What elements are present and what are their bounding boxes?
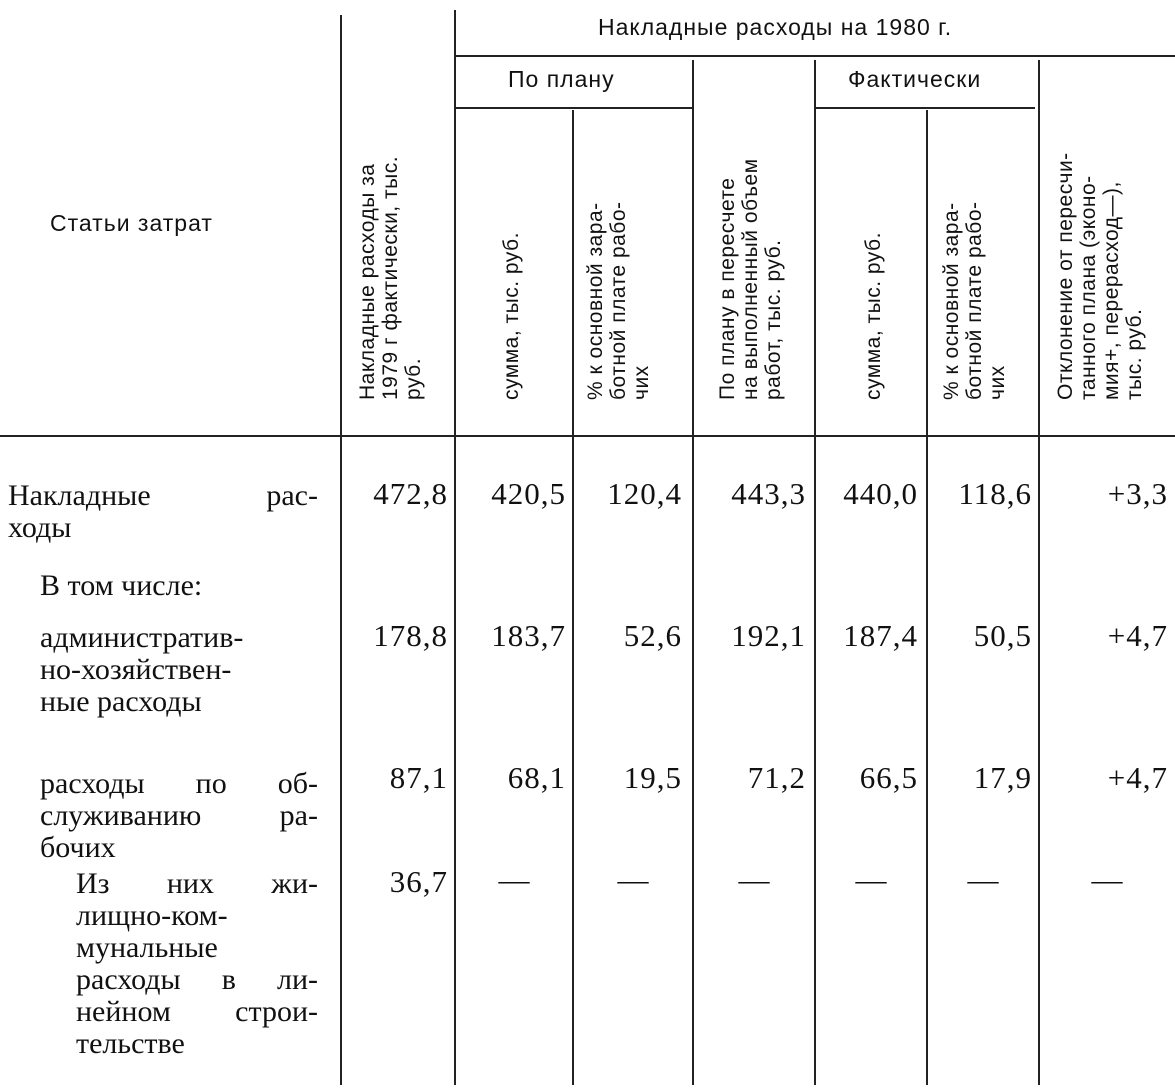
cell-workers-plan-sum: 68,1 <box>507 760 566 795</box>
cell-housing-deviation: — <box>1091 862 1123 897</box>
row-label-workers: расходы по об- служиванию ра- бочих <box>40 767 318 864</box>
col-1979-header: Накладные расходы за 1979 г фактически, тыс. руб. <box>356 155 425 400</box>
cell-total-recalc: 443,3 <box>731 476 806 511</box>
cell-admin-fact-pct: 50,5 <box>973 618 1032 653</box>
cell-workers-deviation: +4,7 <box>1107 760 1168 795</box>
vline-7 <box>1038 60 1040 1085</box>
cell-total-1979: 472,8 <box>373 476 448 511</box>
cell-housing-fact-pct: — <box>967 862 999 897</box>
vline-4 <box>692 60 694 1085</box>
cell-admin-plan-pct: 52,6 <box>623 618 682 653</box>
plan-group-header: По плану <box>508 66 615 92</box>
vline-2 <box>454 10 456 1085</box>
cell-total-fact-pct: 118,6 <box>958 476 1032 511</box>
row-label-including: В том числе: <box>40 569 203 602</box>
cell-workers-fact-pct: 17,9 <box>973 760 1032 795</box>
vline-1 <box>340 15 342 1085</box>
cell-admin-deviation: +4,7 <box>1107 618 1168 653</box>
deviation-header: Отклонение от пересчи- танного плана (эконо- мия+, перерасход—), тыс. руб. <box>1054 152 1146 400</box>
plan-pct-header: % к основной зара- ботной плате рабо- чих <box>584 201 653 400</box>
cell-housing-plan-sum: — <box>498 862 530 897</box>
cell-admin-recalc: 192,1 <box>731 618 806 653</box>
vline-3 <box>572 110 574 1085</box>
group-1980-rule <box>456 55 1175 57</box>
plan-group-rule <box>456 107 692 109</box>
cell-admin-1979: 178,8 <box>373 618 448 653</box>
row-label-housing: Из них жи- лищно-ком- мунальные расходы в ли- нейном строи- тельстве <box>76 867 318 1060</box>
header-bottom-rule <box>0 435 1175 437</box>
fact-pct-header: % к основной зара- ботной плате рабо- чих <box>940 201 1009 400</box>
cell-housing-1979: 36,7 <box>389 864 448 899</box>
cell-housing-plan-pct: — <box>617 862 649 897</box>
cell-housing-recalc: — <box>738 862 770 897</box>
cell-admin-plan-sum: 183,7 <box>491 618 566 653</box>
fact-group-header: Фактически <box>848 66 982 92</box>
cell-admin-fact-sum: 187,4 <box>843 618 918 653</box>
vline-6 <box>926 110 928 1085</box>
cell-total-fact-sum: 440,0 <box>843 476 918 511</box>
cell-total-plan-sum: 420,5 <box>491 476 566 511</box>
cell-total-plan-pct: 120,4 <box>607 476 682 511</box>
cell-workers-plan-pct: 19,5 <box>623 760 682 795</box>
fact-group-rule <box>815 107 1035 109</box>
fact-sum-header: сумма, тыс. руб. <box>862 232 885 400</box>
group-1980-header: Накладные расходы на 1980 г. <box>598 14 953 40</box>
row-label-admin: административ- но-хозяйствен- ные расходы <box>40 621 244 718</box>
recalc-header: По плану в пересчете на выполненный объем работ, тыс. руб. <box>716 158 785 400</box>
row-label-total: Накладные рас- ходы <box>8 479 318 544</box>
cell-total-deviation: +3,3 <box>1107 476 1168 511</box>
stub-header: Статьи затрат <box>50 210 213 236</box>
cell-workers-recalc: 71,2 <box>747 760 806 795</box>
cell-housing-fact-sum: — <box>855 862 887 897</box>
cell-workers-1979: 87,1 <box>389 760 448 795</box>
plan-sum-header: сумма, тыс. руб. <box>500 232 523 400</box>
cell-workers-fact-sum: 66,5 <box>859 760 918 795</box>
vline-5 <box>814 60 816 1085</box>
